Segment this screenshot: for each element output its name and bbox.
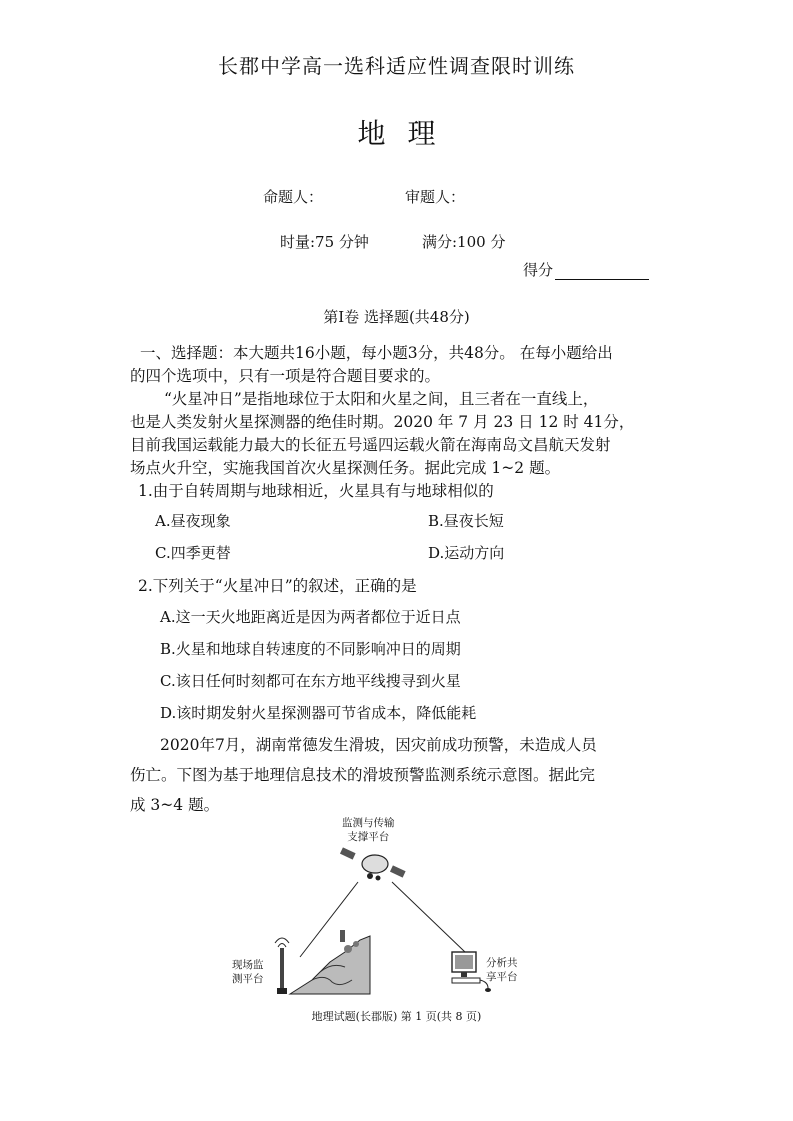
- passage1-line-1: “火星冲日”是指地球位于太阳和火星之间，且三者在一直线上，: [164, 390, 599, 408]
- passage1-line-4: 场点火升空，实施我国首次火星探测任务。据此完成 1~2 题。: [130, 459, 561, 477]
- passage2-line-3: 成 3~4 题。: [130, 796, 220, 814]
- school-title: 长郡中学高一选科适应性调查限时训练: [218, 54, 575, 78]
- q2-stem: 2.下列关于“火星冲日”的叙述，正确的是: [138, 577, 417, 595]
- q2-option-d: D.该时期发射火星探测器可节省成本，降低能耗: [160, 704, 477, 722]
- link-satellite-analysis: [392, 882, 465, 952]
- passage1-line-3: 目前我国运载能力最大的长征五号遥四运载火箭在海南岛文昌航天发射: [130, 436, 611, 454]
- passage2-line-2: 伤亡。下图为基于地理信息技术的滑坡预警监测系统示意图。据此完: [130, 766, 596, 784]
- analysis-sharing-label: 分析共 享平台: [486, 957, 518, 983]
- setter-label: 命题人：: [263, 188, 324, 206]
- satellite-platform-label: 监测与传输 支撑平台: [342, 817, 395, 843]
- landslide-monitoring-figure: [220, 812, 560, 1002]
- section-intro-line-1: 一、选择题：本大题共16小题，每小题3分，共48分。 在每小题给出: [140, 344, 613, 362]
- full-score: 满分:100 分: [422, 233, 506, 251]
- q2-option-a: A.这一天火地距离近是因为两者都位于近日点: [160, 608, 461, 626]
- section-intro-line-2: 的四个选项中，只有一项是符合题目要求的。: [130, 367, 441, 385]
- passage1-line-2: 也是人类发射火星探测器的绝佳时期。2020 年 7 月 23 日 12 时 41分，: [130, 413, 635, 431]
- part-title: 第Ⅰ卷 选择题(共48分): [323, 308, 470, 326]
- landslide-slope-icon: [290, 930, 370, 994]
- field-monitoring-label: 现场监 测平台: [232, 959, 264, 985]
- reviewer-label: 审题人：: [405, 188, 466, 206]
- time-limit: 时量:75 分钟: [280, 233, 369, 251]
- passage2-line-1: 2020年7月，湖南常德发生滑坡，因灾前成功预警，未造成人员: [160, 736, 597, 754]
- q1-option-b: B.昼夜长短: [428, 512, 504, 530]
- score-label: 得分: [523, 261, 554, 279]
- q2-option-b: B.火星和地球自转速度的不同影响冲日的周期: [160, 640, 461, 658]
- satellite-icon: [340, 847, 406, 880]
- q1-option-c: C.四季更替: [155, 544, 231, 562]
- score-field: [523, 259, 649, 280]
- q1-option-d: D.运动方向: [428, 544, 505, 562]
- q1-option-a: A.昼夜现象: [155, 512, 231, 530]
- subject-title: 地理: [357, 117, 458, 150]
- page-footer: 地理试题(长郡版) 第 1 页(共 8 页): [311, 1010, 482, 1023]
- score-blank-line: [555, 265, 649, 280]
- q2-option-c: C.该日任何时刻都可在东方地平线搜寻到火星: [160, 672, 461, 690]
- q1-stem: 1.由于自转周期与地球相近，火星具有与地球相似的: [138, 482, 494, 500]
- antenna-tower-icon: [275, 938, 289, 994]
